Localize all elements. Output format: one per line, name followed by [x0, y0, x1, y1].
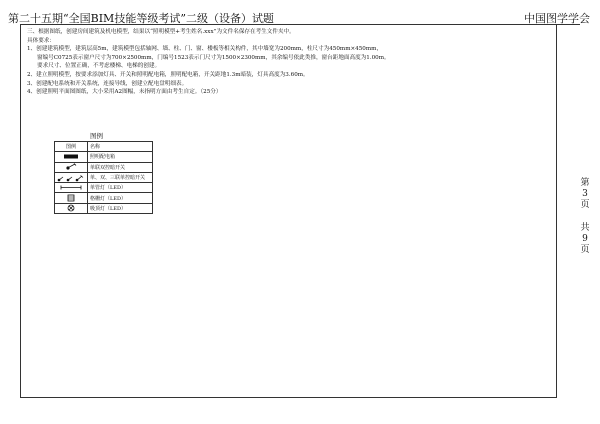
legend-header-symbol: 图例	[55, 142, 88, 152]
legend-name: 格栅灯（LED）	[88, 193, 153, 203]
legend-row	[55, 183, 153, 193]
legend-row	[55, 203, 153, 213]
requirement-1: 1、创建建筑模型，建筑层高5m，建筑模型包括轴网、墙、柱、门、窗、楼板等相关构件，其中墙宽为200mm，柱尺寸为450mm×450mm，	[27, 46, 383, 53]
legend-row	[55, 162, 153, 172]
legend-name: 单、双、三联单控暗开关	[88, 172, 153, 182]
legend-name: 单联双控暗开关	[88, 162, 153, 172]
requirement-4: 4、创建照明平面图图纸，大小采用A2图幅，未指明方面由考生自定。（25分）	[27, 89, 222, 96]
legend-name: 照明配电箱	[88, 152, 153, 162]
legend-table	[54, 141, 153, 214]
requirement-2: 2、建立照明模型，按要求添加灯具、开关和照明配电箱，照明配电箱，开关距地1.3m暗装，灯具高度为3.60m。	[27, 71, 309, 78]
legend-name: 吸顶灯（LED）	[88, 203, 153, 213]
distribution-box-icon	[59, 153, 83, 160]
downlight-icon	[59, 204, 83, 212]
requirements-title: 具体要求：	[27, 37, 55, 44]
page-total: 共 9 页	[580, 223, 590, 255]
tube-light-icon	[58, 184, 84, 191]
question-intro: 三、根据图纸，创建房间建筑及机电模型，结果以“照明模型+考生姓名.xxx”为文件名保存在考生文件夹中。	[27, 29, 295, 35]
requirement-3: 3、创建配电系统和开关系统，连接导线，创建立配电盘明细表。	[27, 80, 188, 87]
exam-title: 第二十五期“全国BIM技能等级考试”二级（设备）试题	[8, 12, 274, 25]
legend-row	[55, 152, 153, 162]
organization-name: 中国图学学会	[524, 12, 590, 25]
legend-header-name: 名称	[88, 142, 153, 152]
multi-switch-icon	[56, 174, 86, 182]
question-body	[27, 28, 390, 97]
panel-light-icon	[59, 194, 83, 202]
requirement-1-note: 要求尺寸、位置正确，不考虑楼梯、电梯的创建。	[37, 63, 161, 70]
legend-row	[55, 193, 153, 203]
legend-header-row	[55, 142, 153, 152]
requirement-1-cont: 窗编号C0725表示窗户尺寸为700×2500mm，门编号1523表示门尺寸为1500×2300mm，其余编号依此类推，窗台距地面高度为1.00m。	[37, 54, 390, 61]
legend-name: 单管灯（LED）	[88, 183, 153, 193]
page-number: 第 3 页	[580, 178, 590, 210]
single-switch-icon	[59, 163, 83, 171]
legend-title: 图例	[90, 132, 103, 140]
legend-row	[55, 172, 153, 182]
